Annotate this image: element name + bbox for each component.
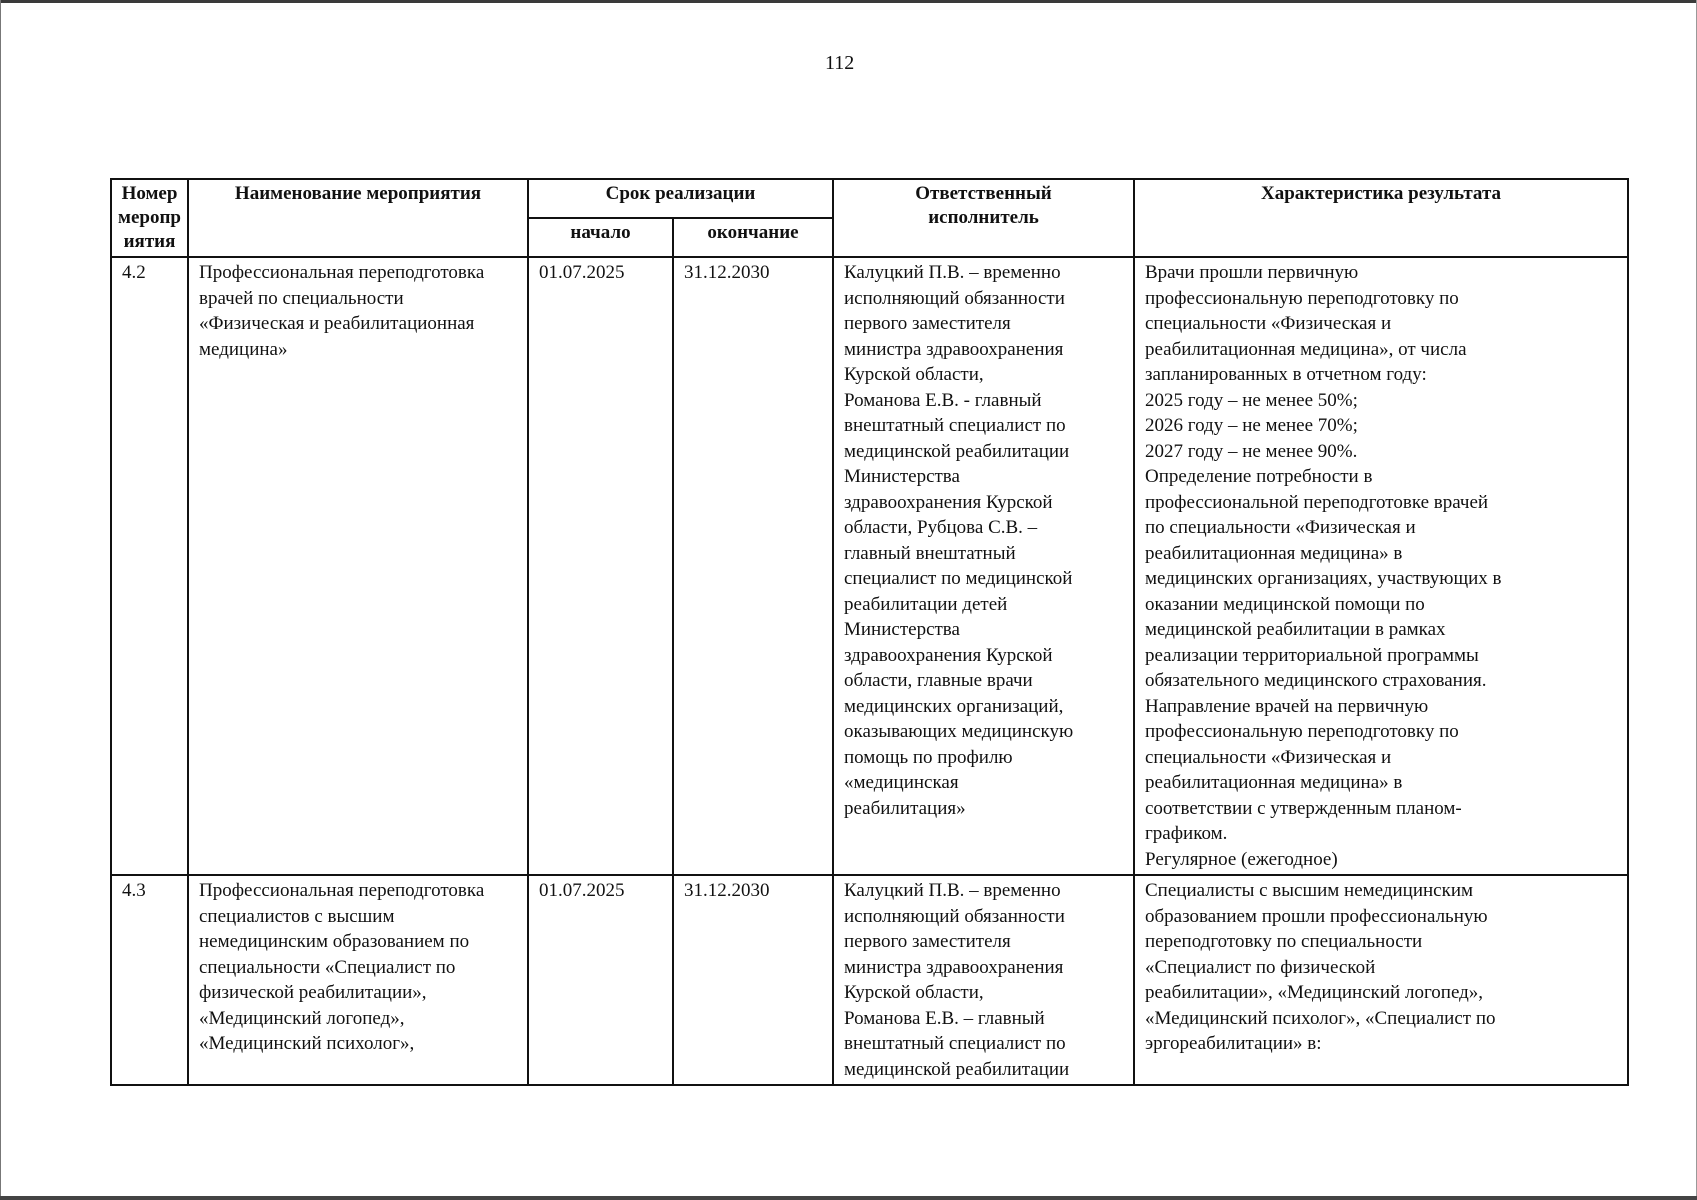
row-start-date: 01.07.2025 [528,257,673,875]
row-end-date: 31.12.2030 [673,257,833,875]
header-number: Номер меропр иятия [111,179,188,257]
row-activity-name: Профессиональная переподготовка врачей по специальности «Физическая и реабилитационная медицина» [188,257,528,875]
header-row-1 [111,179,1628,218]
row-result: Врачи прошли первичную профессиональную переподготовку по специальности «Физическая и реабилитационная медицина», от числа запланированных в отчетном году: 2025 году – не менее 50%; 2026 году – не менее 70%; 2027 году – не менее 90%. Определение потребности в профессиональной переподготовке врачей по специальности «Физическая и реабилитационная медицина» в медицинских организациях, участвующих в оказании медицинской помощи по медицинской реабилитации в рамках реализации территориальной программы обязательного медицинского страхования. Направление врачей на первичную профессиональную переподготовку по специальности «Физическая и реабилитационная медицина» в соответствии с утвержденным планом- графиком. Регулярное (ежегодное) [1134,257,1628,875]
scan-edge-bottom [0,1196,1697,1200]
row-result: Специалисты с высшим немедицинским образованием прошли профессиональную переподготовку по специальности «Специалист по физической реабилитации», «Медицинский логопед», «Медицинский психолог», «Специалист по эргореабилитации» в: [1134,875,1628,1085]
activities-table [110,178,1629,1086]
row-number: 4.3 [111,875,188,1085]
header-end: окончание [673,218,833,257]
table-row [111,257,1628,875]
header-name: Наименование мероприятия [188,179,528,257]
scan-edge-top [0,0,1697,3]
row-number: 4.2 [111,257,188,875]
header-result: Характеристика результата [1134,179,1628,257]
row-end-date: 31.12.2030 [673,875,833,1085]
header-responsible: Ответственный исполнитель [833,179,1134,257]
row-responsible: Калуцкий П.В. – временно исполняющий обязанности первого заместителя министра здравоохранения Курской области, Романова Е.В. - главный внештатный специалист по медицинской реабилитации Министерства здравоохранения Курской области, Рубцова С.В. – главный внештатный специалист по медицинской реабилитации детей Министерства здравоохранения Курской области, главные врачи медицинских организаций, оказывающих медицинскую помощь по профилю «медицинская реабилитация» [833,257,1134,875]
table-row [111,875,1628,1085]
row-responsible: Калуцкий П.В. – временно исполняющий обязанности первого заместителя министра здравоохранения Курской области, Романова Е.В. – главный внештатный специалист по медицинской реабилитации [833,875,1134,1085]
scan-edge-left [0,0,1,1200]
row-activity-name: Профессиональная переподготовка специалистов с высшим немедицинским образованием по специальности «Специалист по физической реабилитации», «Медицинский логопед», «Медицинский психолог», [188,875,528,1085]
row-start-date: 01.07.2025 [528,875,673,1085]
page-number: 112 [825,52,855,74]
header-start: начало [528,218,673,257]
header-period: Срок реализации [528,179,833,218]
